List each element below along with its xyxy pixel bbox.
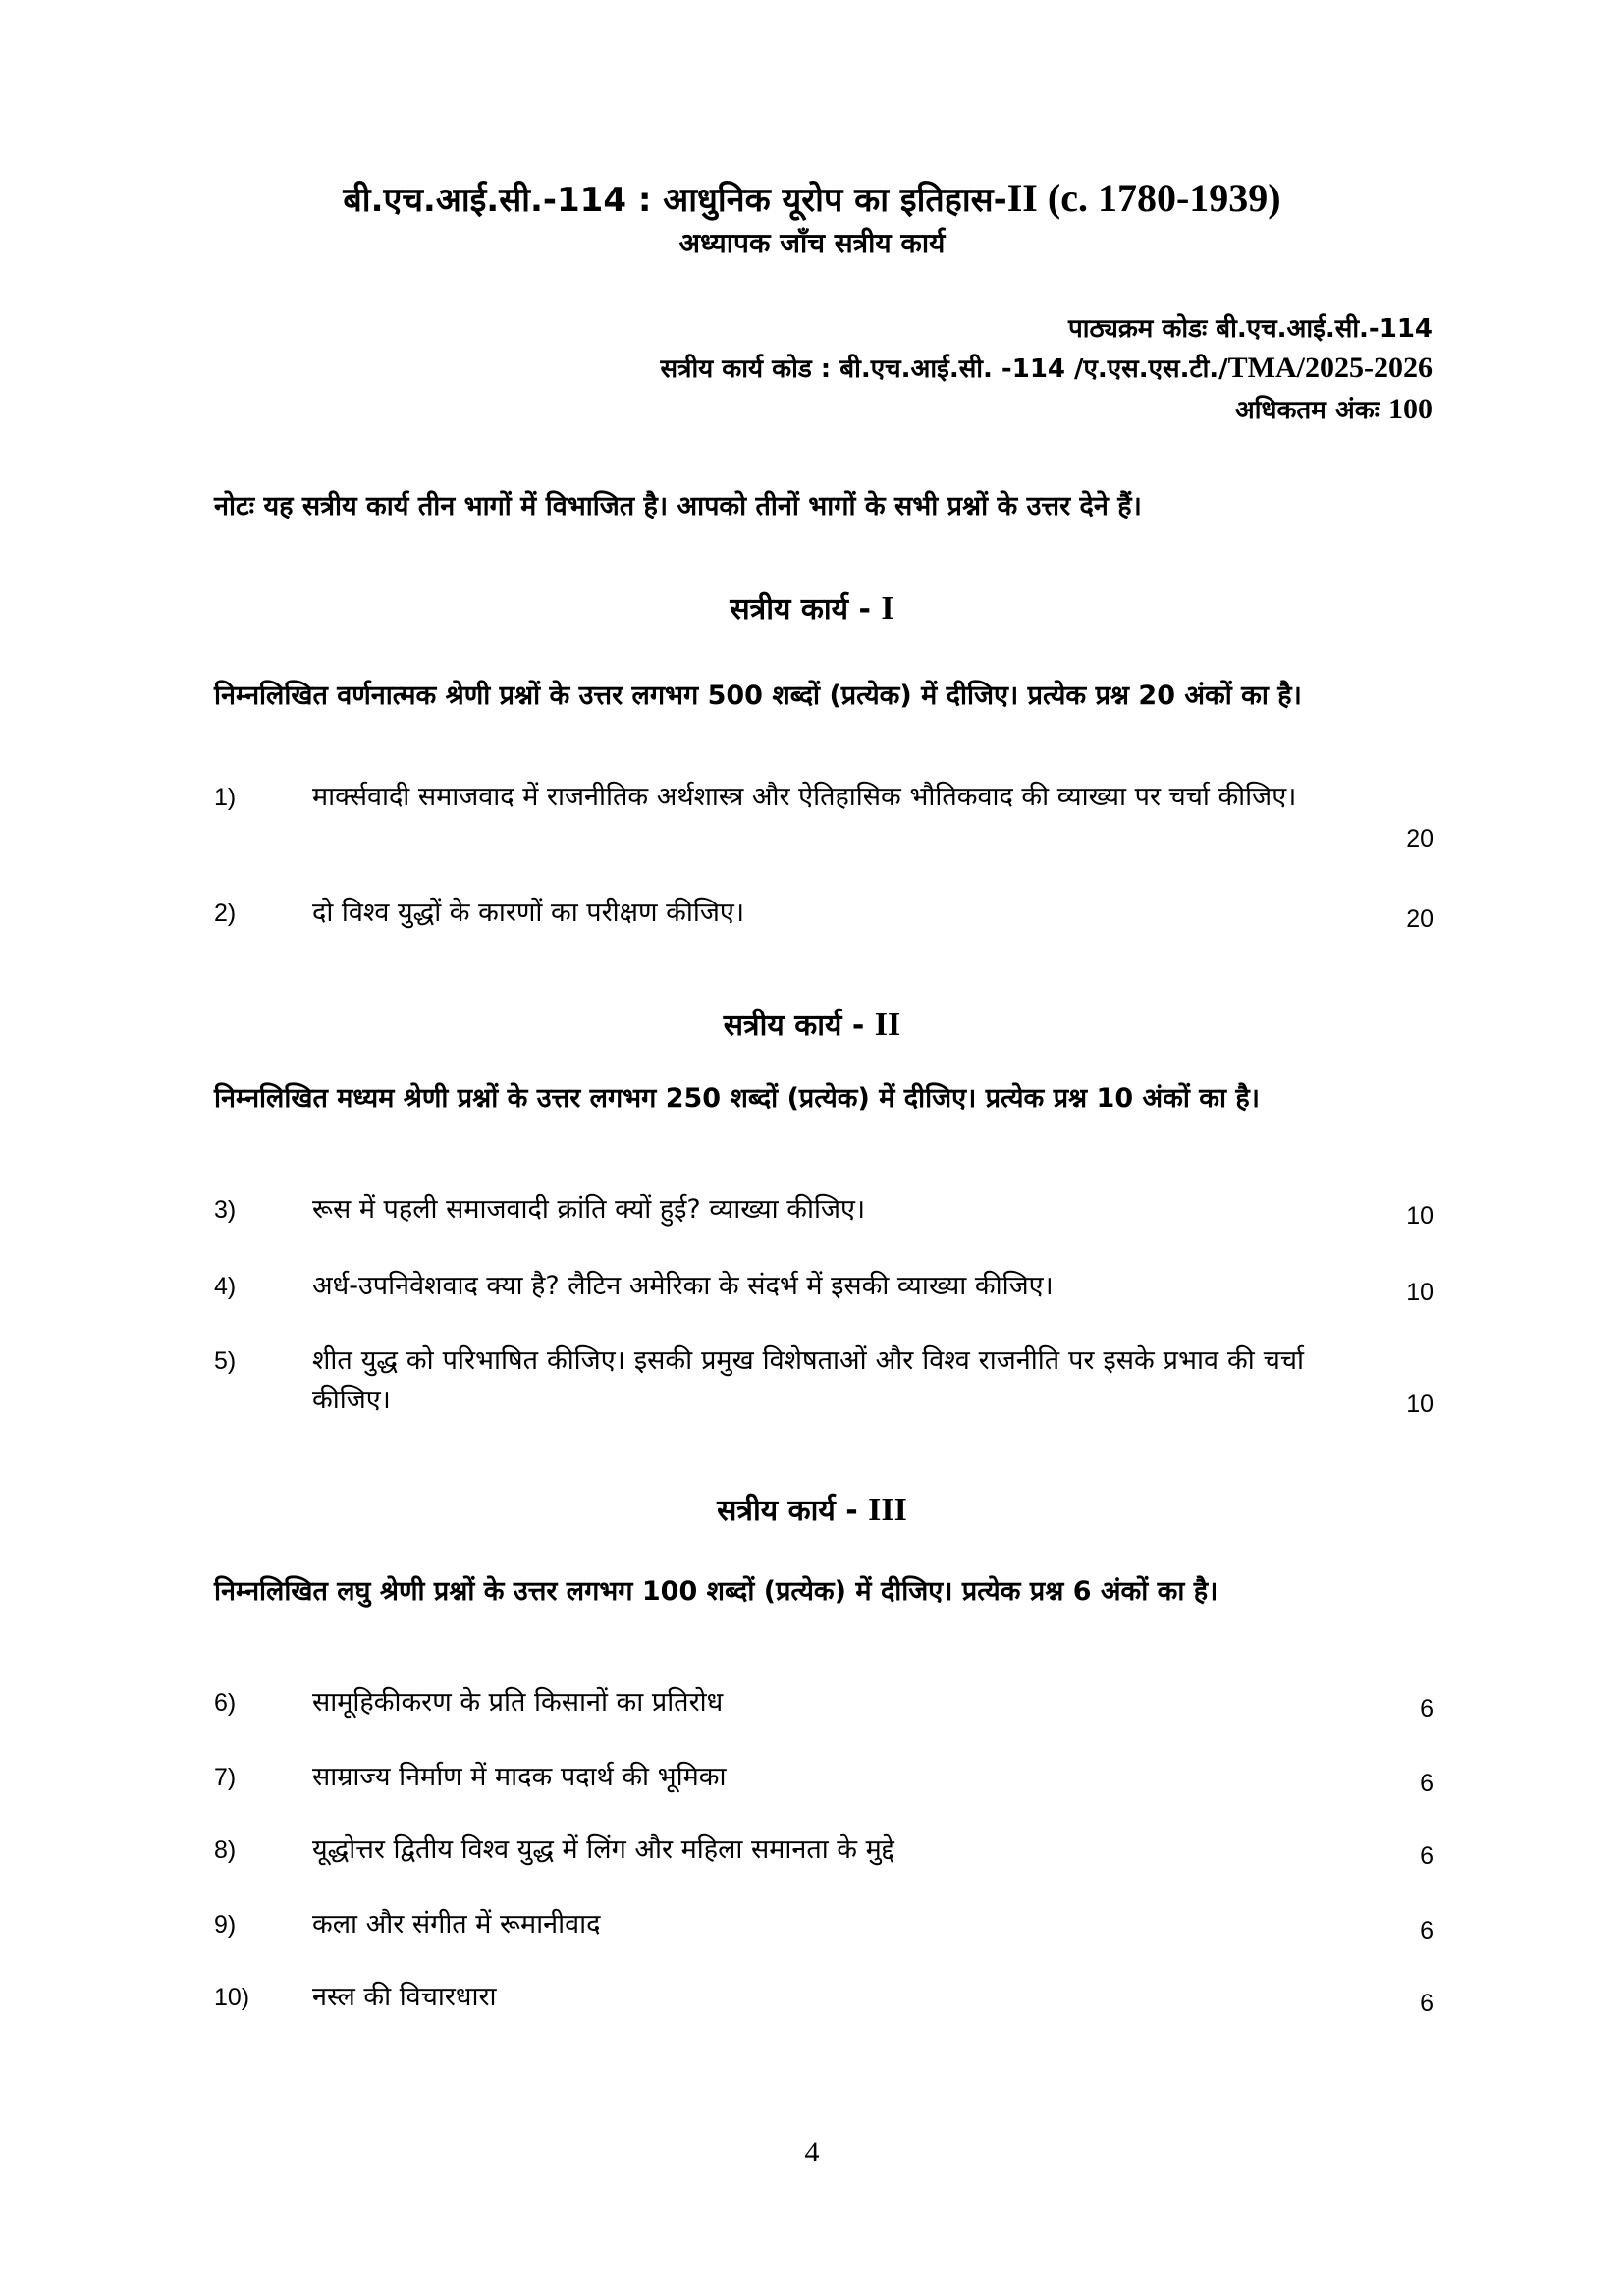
question-marks: 6 (1420, 1770, 1434, 1797)
question-item (214, 778, 1434, 856)
question-number: 7) (214, 1764, 237, 1791)
course-prefix: बी.एच.आई.सी.-114 : (343, 181, 664, 220)
question-number: 4) (214, 1273, 237, 1300)
question-text: शीत युद्ध को परिभाषित कीजिए। इसकी प्रमुख विशेषताओं और विश्व राजनीति पर इसके प्रभाव की चर्चा कीजिए। (312, 1345, 1304, 1415)
document-title (0, 177, 1624, 222)
question-number: 6) (214, 1689, 237, 1717)
section-heading-label: सत्रीय कार्य - (730, 592, 882, 627)
document-subtitle: अध्यापक जाँच सत्रीय कार्य (678, 227, 946, 259)
question-marks: 6 (1420, 1695, 1434, 1722)
question-text: अर्ध-उपनिवेशवाद क्या है? लैटिन अमेरिका के संदर्भ में इसकी व्याख्या कीजिए। (312, 1271, 1054, 1301)
section-heading-label: सत्रीय कार्य - (717, 1494, 869, 1528)
question-item (214, 1978, 1434, 2017)
question-number: 5) (214, 1347, 237, 1375)
question-marks: 6 (1420, 1842, 1434, 1870)
question-item (214, 1831, 1434, 1870)
assignment-code-tail: TMA/2025-2026 (1227, 352, 1433, 384)
question-number: 2) (214, 900, 237, 927)
section-heading-numeral: I (881, 590, 894, 627)
question-number: 10) (214, 1984, 250, 2011)
question-marks: 20 (1406, 905, 1434, 933)
section-heading-numeral: III (868, 1492, 907, 1528)
section-heading-2 (0, 1006, 1624, 1046)
question-text: नस्ल की विचारधारा (312, 1982, 497, 2012)
question-number: 3) (214, 1196, 237, 1224)
assignment-note: नोटः यह सत्रीय कार्य तीन भागों में विभाजित है। आपको तीनों भागों के सभी प्रश्नों के उत्तर देने हैं। (214, 491, 1142, 521)
question-item (214, 1190, 1434, 1230)
max-marks-value: 100 (1388, 393, 1433, 425)
section-heading-numeral: II (874, 1007, 901, 1043)
max-marks (1235, 393, 1433, 427)
question-number: 1) (214, 784, 237, 811)
assignment-code (661, 352, 1433, 386)
question-item (214, 894, 1434, 933)
max-marks-label: अधिकतम अंकः (1234, 396, 1380, 425)
question-text: मार्क्सवादी समाजवाद में राजनीतिक अर्थशास्त्र और ऐतिहासिक भौतिकवाद की व्याख्या पर चर्चा कीजिए। (312, 782, 1297, 812)
question-text: रूस में पहली समाजवादी क्रांति क्यों हुई? व्याख्या कीजिए। (312, 1194, 866, 1225)
question-text: साम्राज्य निर्माण में मादक पदार्थ की भूमिका (312, 1762, 727, 1792)
page-number: 4 (804, 2136, 820, 2168)
question-item (214, 1267, 1434, 1306)
assignment-code-label: सत्रीय कार्य कोड : बी.एच.आई.सी. -114 /ए.एस.एस.टी./ (660, 355, 1228, 384)
question-text: सामूहिकीकरण के प्रति किसानों का प्रतिरोध (312, 1687, 724, 1718)
question-marks: 10 (1406, 1391, 1434, 1418)
question-number: 8) (214, 1836, 237, 1864)
question-marks: 6 (1420, 1990, 1434, 2017)
section-heading-label: सत्रीय कार्य - (723, 1009, 875, 1043)
question-item (214, 1341, 1434, 1420)
question-text: कला और संगीत में रूमानीवाद (312, 1909, 601, 1940)
question-marks: 10 (1406, 1279, 1434, 1306)
section-instruction-2: निम्नलिखित मध्यम श्रेणी प्रश्नों के उत्तर लगभग 250 शब्दों (प्रत्येक) में दीजिए। प्रत्येक प्रश्न 10 अंकों का है। (214, 1083, 1260, 1114)
question-item (214, 1683, 1434, 1722)
question-item (214, 1905, 1434, 1944)
course-title-hindi: आधुनिक यूरोप का इतिहास- (663, 181, 1007, 220)
section-heading-1 (0, 589, 1624, 629)
course-code: पाठ्यक्रम कोडः बी.एच.आई.सी.-114 (1067, 314, 1433, 344)
question-marks: 20 (1406, 825, 1434, 852)
section-heading-3 (0, 1491, 1624, 1531)
question-text: दो विश्व युद्धों के कारणों का परीक्षण कीजिए। (312, 898, 745, 928)
question-marks: 10 (1406, 1202, 1434, 1230)
question-item (214, 1758, 1434, 1797)
question-number: 9) (214, 1911, 237, 1939)
question-marks: 6 (1420, 1917, 1434, 1944)
question-text: यूद्धोत्तर द्वितीय विश्व युद्ध में लिंग और महिला समानता के मुद्दे (312, 1834, 894, 1865)
course-title-latin: II (c. 1780-1939) (1006, 176, 1281, 220)
section-instruction-1: निम्नलिखित वर्णनात्मक श्रेणी प्रश्नों के उत्तर लगभग 500 शब्दों (प्रत्येक) में दीजिए। प्रत्येक प्रश्न 20 अंकों का है। (214, 681, 1302, 711)
section-instruction-3: निम्नलिखित लघु श्रेणी प्रश्नों के उत्तर लगभग 100 शब्दों (प्रत्येक) में दीजिए। प्रत्येक प्रश्न 6 अंकों का है। (214, 1576, 1218, 1607)
